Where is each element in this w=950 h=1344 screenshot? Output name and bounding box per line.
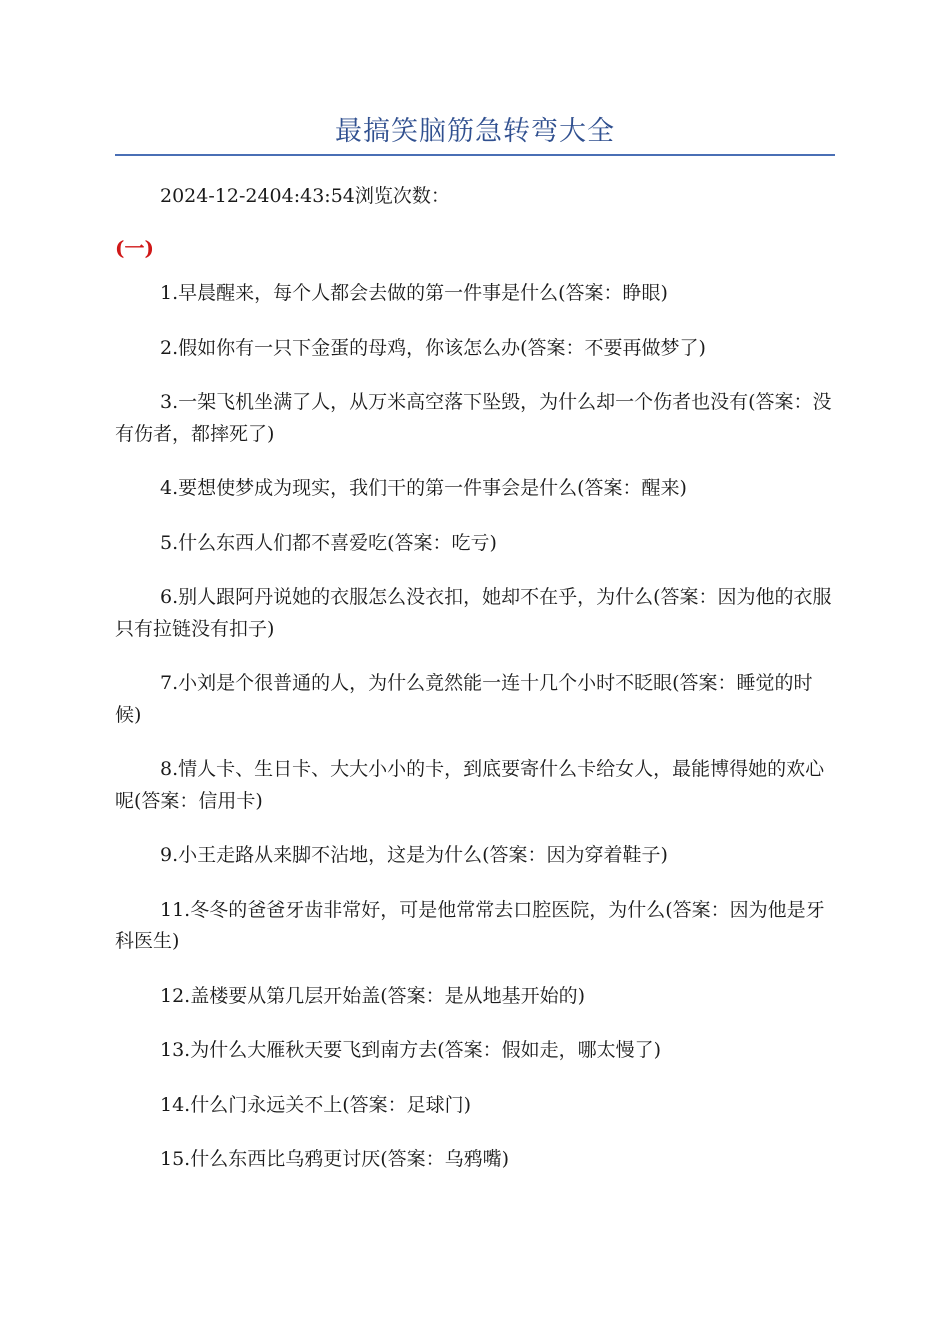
riddle-item: 5.什么东西人们都不喜爱吃(答案：吃亏)	[160, 531, 497, 554]
document-title: 最搞笑脑筋急转弯大全	[335, 116, 615, 147]
riddle-item: 7.小刘是个很普通的人，为什么竟然能一连十几个小时不眨眼(答案：睡觉的时候)	[115, 672, 813, 726]
riddle-item: 13.为什么大雁秋天要飞到南方去(答案：假如走，哪太慢了)	[160, 1039, 662, 1061]
riddle-item: 4.要想使梦成为现实，我们干的第一件事会是什么(答案：醒来)	[160, 477, 687, 499]
riddle-item: 3.一架飞机坐满了人，从万米高空落下坠毁，为什么却一个伤者也没有(答案：没有伤者，都摔死了)	[115, 391, 832, 445]
title-underline	[115, 154, 835, 156]
riddle-item: 12.盖楼要从第几层开始盖(答案：是从地基开始的)	[160, 984, 586, 1007]
riddle-item: 6.别人跟阿丹说她的衣服怎么没衣扣，她却不在乎，为什么(答案：因为他的衣服只有拉链没有扣子)	[115, 586, 832, 640]
section-heading: (一)	[115, 236, 154, 260]
riddle-item: 9.小王走路从来脚不沾地，这是为什么(答案：因为穿着鞋子)	[160, 844, 668, 866]
riddle-item: 1.早晨醒来，每个人都会去做的第一件事是什么(答案：睁眼)	[160, 282, 668, 304]
riddle-list	[115, 278, 835, 1199]
publish-meta: 2024-12-2404:43:54浏览次数：	[160, 185, 450, 207]
riddle-item: 2.假如你有一只下金蛋的母鸡，你该怎么办(答案：不要再做梦了)	[160, 336, 706, 359]
riddle-item: 14.什么门永远关不上(答案：足球门)	[160, 1093, 472, 1116]
riddle-item: 8.情人卡、生日卡、大大小小的卡，到底要寄什么卡给女人，最能博得她的欢心呢(答案：信用卡)	[115, 758, 825, 812]
riddle-item: 11.冬冬的爸爸牙齿非常好，可是他常常去口腔医院，为什么(答案：因为他是牙科医生)	[115, 898, 825, 952]
riddle-item: 15.什么东西比乌鸦更讨厌(答案：乌鸦嘴)	[160, 1148, 510, 1170]
